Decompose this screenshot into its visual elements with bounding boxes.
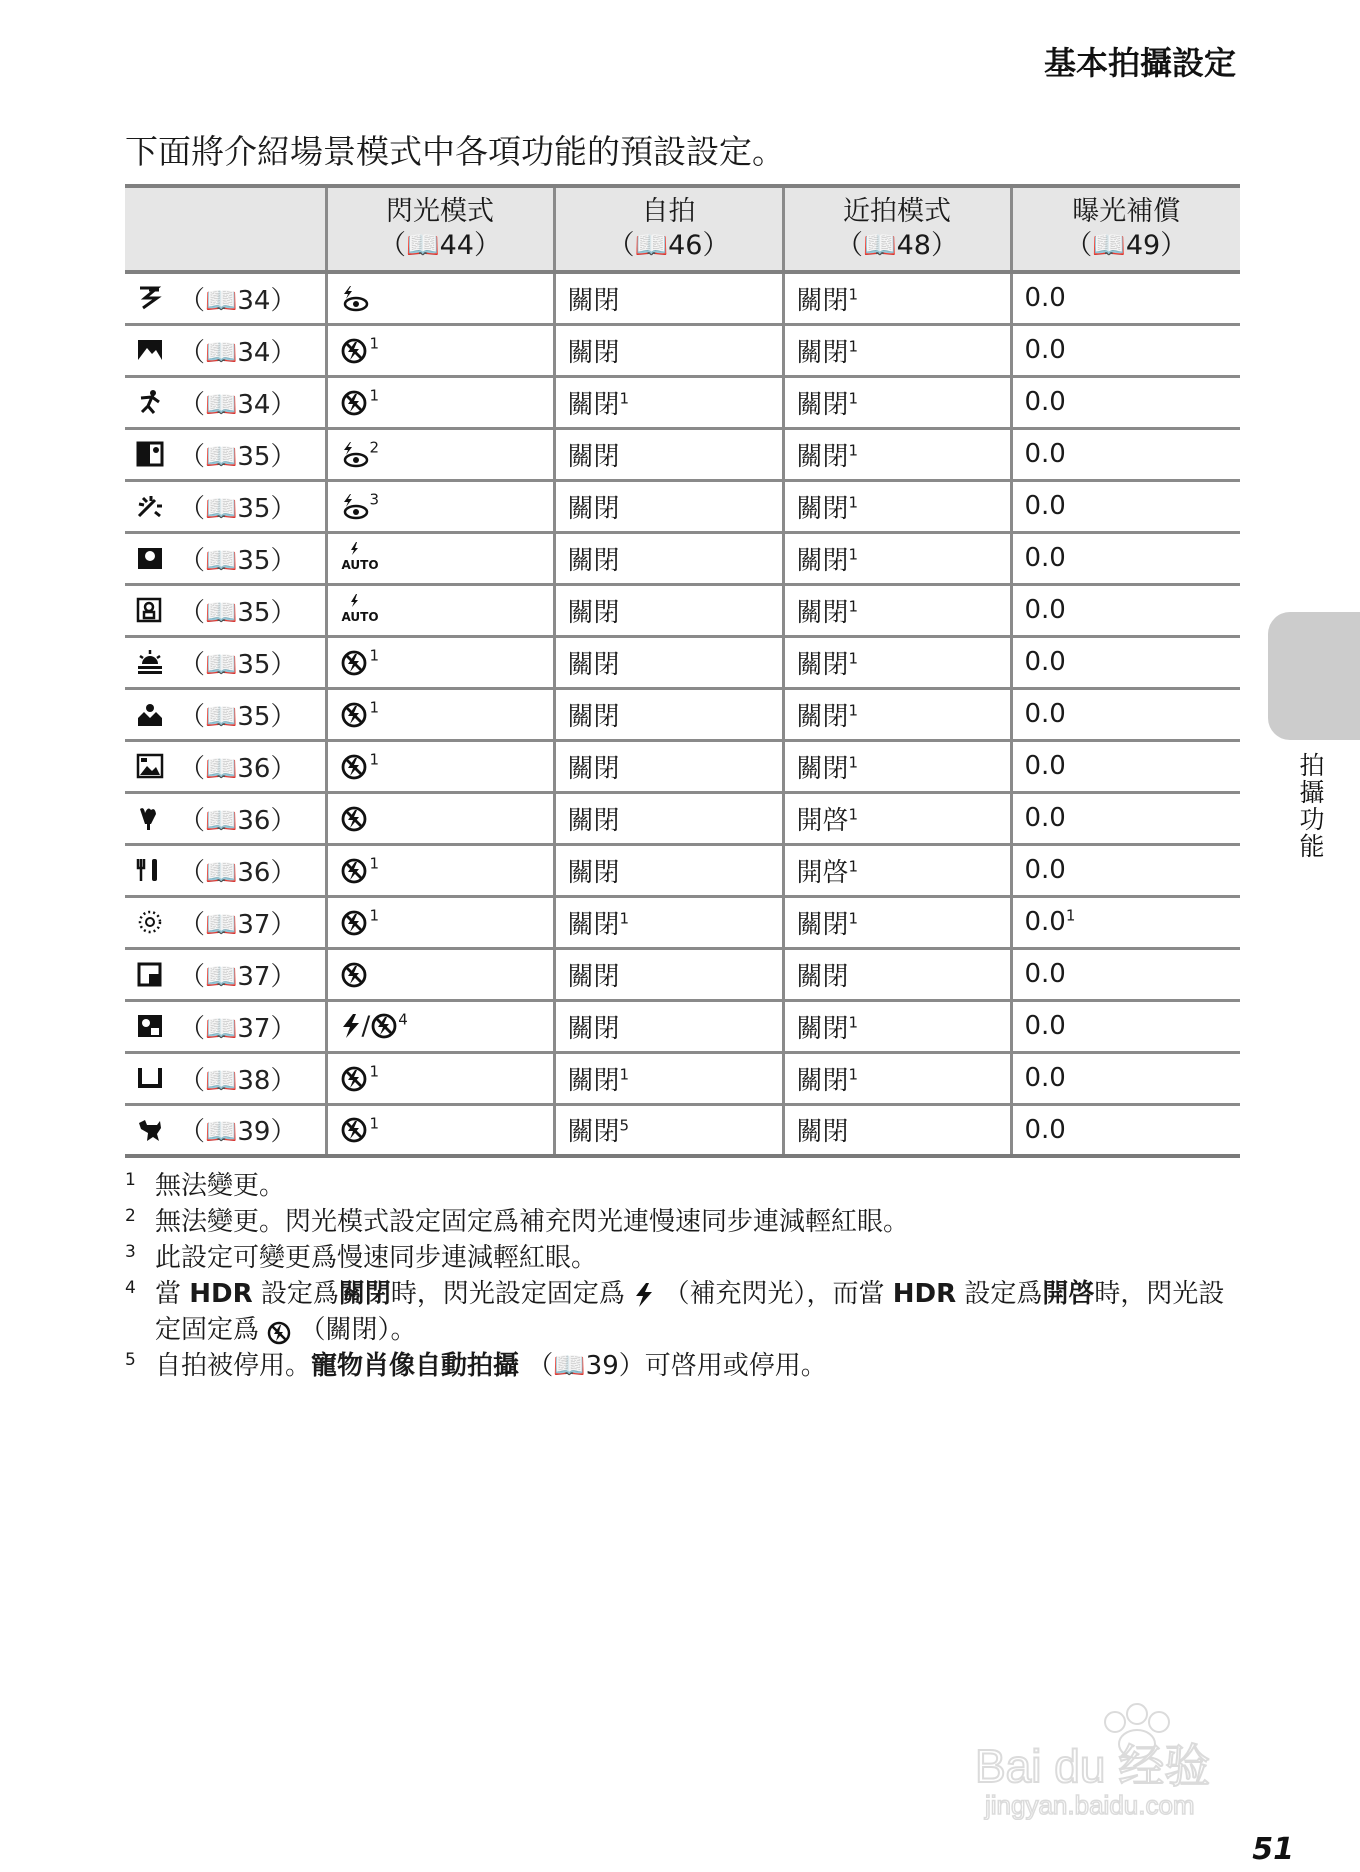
beach-scene-icon bbox=[135, 544, 165, 572]
night-portrait-scene-icon bbox=[135, 440, 165, 468]
macro-mode-cell: 關閉$^1$ bbox=[783, 1000, 1011, 1052]
self-timer-cell: 關閉 bbox=[554, 532, 783, 584]
macro-mode-cell: 關閉$^1$ bbox=[783, 428, 1011, 480]
footnote-ref: 1 bbox=[848, 388, 859, 407]
footnote-ref: 1 bbox=[848, 596, 859, 615]
intro-text: 下面將介紹場景模式中各項功能的預設設定。 bbox=[125, 132, 785, 171]
panorama-scene-icon bbox=[135, 1064, 165, 1092]
footnote-ref: 1 bbox=[619, 1064, 630, 1083]
self-timer-cell: 關閉 bbox=[554, 1000, 783, 1052]
scene-cell bbox=[125, 844, 326, 896]
red-eye-flash-icon bbox=[340, 441, 370, 469]
header-self-timer: 自拍 （📖46） bbox=[554, 186, 783, 272]
self-timer-cell: 關閉$^1$ bbox=[554, 1052, 783, 1104]
exposure-comp-cell: 0.0 bbox=[1011, 480, 1240, 532]
scene-page-ref: （📖34） bbox=[179, 389, 297, 420]
snow-scene-icon bbox=[135, 596, 165, 624]
header-flash-mode: 閃光模式 （📖44） bbox=[326, 186, 554, 272]
self-timer-cell: 關閉 bbox=[554, 272, 783, 324]
flash-mode-cell bbox=[326, 896, 554, 948]
page-number: 51 bbox=[1252, 1832, 1294, 1867]
footnote-ref: 1 bbox=[369, 646, 380, 665]
footnote-ref: 1 bbox=[848, 544, 859, 563]
black-white-copy-scene-icon bbox=[135, 960, 165, 988]
exposure-comp-cell: 0.0 bbox=[1011, 272, 1240, 324]
table-row bbox=[125, 792, 1240, 844]
exposure-comp-cell: 0.0 bbox=[1011, 844, 1240, 896]
footnote-ref: 1 bbox=[848, 648, 859, 667]
close-up-scene-icon bbox=[135, 804, 165, 832]
header-exposure-comp: 曝光補償 （📖49） bbox=[1011, 186, 1240, 272]
flash-off-icon bbox=[340, 805, 370, 833]
scene-cell bbox=[125, 272, 326, 324]
scene-page-ref: （📖36） bbox=[179, 857, 297, 888]
table-row bbox=[125, 844, 1240, 896]
macro-mode-cell: 關閉$^1$ bbox=[783, 324, 1011, 376]
scene-cell bbox=[125, 896, 326, 948]
flash-off-icon bbox=[370, 1012, 398, 1040]
footnote-ref: 1 bbox=[619, 908, 630, 927]
flash-mode-cell bbox=[326, 1000, 554, 1052]
self-timer-cell: 關閉 bbox=[554, 636, 783, 688]
footnote-ref: 1 bbox=[848, 1064, 859, 1083]
scene-defaults-table bbox=[125, 184, 1240, 1158]
footnote-ref: 1 bbox=[369, 698, 380, 717]
macro-mode-cell: 關閉$^1$ bbox=[783, 376, 1011, 428]
footnote-ref: 1 bbox=[848, 1012, 859, 1031]
scene-page-ref: （📖35） bbox=[179, 649, 297, 680]
flash-mode-cell bbox=[326, 272, 554, 324]
flash-mode-cell bbox=[326, 584, 554, 636]
scene-page-ref: （📖37） bbox=[179, 909, 297, 940]
scene-cell bbox=[125, 948, 326, 1000]
scene-cell bbox=[125, 636, 326, 688]
self-timer-cell: 關閉 bbox=[554, 324, 783, 376]
footnote-ref: 1 bbox=[848, 336, 859, 355]
self-timer-cell: 關閉$^1$ bbox=[554, 376, 783, 428]
exposure-comp-cell: 0.0 bbox=[1011, 1052, 1240, 1104]
party-scene-icon bbox=[135, 492, 165, 520]
scene-cell bbox=[125, 1104, 326, 1156]
flash-off-icon bbox=[340, 701, 370, 729]
fill-flash-icon bbox=[340, 1013, 362, 1039]
footnote-ref: 4 bbox=[398, 1010, 408, 1029]
scene-page-ref: （📖37） bbox=[179, 961, 297, 992]
scene-page-ref: （📖38） bbox=[179, 1065, 297, 1096]
header-macro-mode: 近拍模式 （📖48） bbox=[783, 186, 1011, 272]
sports-scene-icon bbox=[135, 388, 165, 416]
baidu-watermark bbox=[965, 1700, 1285, 1820]
scene-page-ref: （📖35） bbox=[179, 597, 297, 628]
table-row bbox=[125, 636, 1240, 688]
exposure-comp-cell: 0.0 bbox=[1011, 792, 1240, 844]
flash-off-icon bbox=[340, 961, 370, 989]
flash-mode-cell bbox=[326, 948, 554, 1000]
table-row bbox=[125, 948, 1240, 1000]
side-tab-label: 拍攝功能 bbox=[1296, 752, 1325, 860]
scene-page-ref: （📖39） bbox=[179, 1117, 297, 1148]
table-row bbox=[125, 1104, 1240, 1156]
footnote-ref: 1 bbox=[848, 440, 859, 459]
sunset-scene-icon bbox=[135, 648, 165, 676]
scene-cell bbox=[125, 480, 326, 532]
exposure-comp-cell: 0.0 bbox=[1011, 1000, 1240, 1052]
flash-off-icon bbox=[267, 1319, 291, 1343]
exposure-comp-cell: 0.0 bbox=[1011, 948, 1240, 1000]
fireworks-scene-icon bbox=[135, 908, 165, 936]
watermark-line2: jingyan.baidu.com bbox=[985, 1790, 1195, 1820]
self-timer-cell: 關閉 bbox=[554, 740, 783, 792]
flash-mode-cell bbox=[326, 1104, 554, 1156]
scene-cell bbox=[125, 324, 326, 376]
macro-mode-cell: 開啓$^1$ bbox=[783, 792, 1011, 844]
macro-mode-cell: 關閉$^1$ bbox=[783, 532, 1011, 584]
scene-cell bbox=[125, 428, 326, 480]
scene-page-ref: （📖37） bbox=[179, 1013, 297, 1044]
footnotes bbox=[125, 1168, 1225, 1384]
flash-off-icon bbox=[340, 1116, 370, 1144]
dusk-dawn-scene-icon bbox=[135, 700, 165, 728]
footnote-ref: 1 bbox=[369, 906, 380, 925]
scene-cell bbox=[125, 740, 326, 792]
scene-cell bbox=[125, 532, 326, 584]
footnote-ref: 3 bbox=[369, 490, 380, 509]
scene-cell bbox=[125, 376, 326, 428]
flash-mode-cell bbox=[326, 428, 554, 480]
footnote-ref: 1 bbox=[369, 386, 380, 405]
scene-page-ref: （📖35） bbox=[179, 441, 297, 472]
table-row bbox=[125, 532, 1240, 584]
exposure-comp-cell: 0.0 bbox=[1011, 636, 1240, 688]
footnote-2: 2 無法變更。閃光模式設定固定爲補充閃光連慢速同步連減輕紅眼。 bbox=[125, 1206, 910, 1237]
macro-mode-cell: 關閉$^1$ bbox=[783, 896, 1011, 948]
portrait-scene-icon bbox=[135, 284, 165, 312]
flash-mode-cell bbox=[326, 636, 554, 688]
flash-off-icon bbox=[340, 649, 370, 677]
auto-flash-label: AUTO bbox=[341, 610, 379, 624]
macro-mode-cell: 關閉 bbox=[783, 948, 1011, 1000]
flash-off-icon bbox=[340, 389, 370, 417]
footnote-ref: 1 bbox=[369, 1114, 380, 1133]
self-timer-cell: 關閉$^1$ bbox=[554, 896, 783, 948]
scene-page-ref: （📖34） bbox=[179, 285, 297, 316]
macro-mode-cell: 關閉$^1$ bbox=[783, 688, 1011, 740]
flash-mode-cell bbox=[326, 740, 554, 792]
footnote-ref: 1 bbox=[369, 1062, 380, 1081]
scene-cell bbox=[125, 584, 326, 636]
flash-off-icon bbox=[340, 337, 370, 365]
scene-page-ref: （📖36） bbox=[179, 805, 297, 836]
flash-off-icon bbox=[340, 753, 370, 781]
table-row bbox=[125, 272, 1240, 324]
table-row bbox=[125, 480, 1240, 532]
self-timer-cell: 關閉 bbox=[554, 688, 783, 740]
footnote-ref: 1 bbox=[848, 856, 859, 875]
exposure-comp-cell: 0.0 bbox=[1011, 428, 1240, 480]
footnote-ref: 1 bbox=[369, 854, 380, 873]
exposure-comp-cell: 0.0 bbox=[1011, 740, 1240, 792]
table-row bbox=[125, 1000, 1240, 1052]
footnote-ref: 1 bbox=[1065, 906, 1076, 925]
table-row bbox=[125, 1052, 1240, 1104]
footnote-ref: 2 bbox=[369, 438, 380, 457]
table-row bbox=[125, 428, 1240, 480]
footnote-3: 3 此設定可變更爲慢速同步連減輕紅眼。 bbox=[125, 1242, 598, 1273]
self-timer-cell: 關閉 bbox=[554, 792, 783, 844]
table-row bbox=[125, 896, 1240, 948]
page-header-title: 基本拍攝設定 bbox=[1043, 44, 1236, 82]
watermark-line1: Bai du 经验 bbox=[975, 1740, 1211, 1792]
flash-off-icon bbox=[340, 909, 370, 937]
pet-portrait-scene-icon bbox=[135, 1116, 165, 1144]
flash-mode-cell bbox=[326, 792, 554, 844]
exposure-comp-cell: 0.0 bbox=[1011, 376, 1240, 428]
self-timer-cell: 關閉 bbox=[554, 480, 783, 532]
footnote-ref: 1 bbox=[848, 285, 859, 304]
landscape-scene-icon bbox=[135, 336, 165, 364]
flash-mode-cell bbox=[326, 844, 554, 896]
macro-mode-cell: 關閉$^1$ bbox=[783, 636, 1011, 688]
scene-page-ref: （📖35） bbox=[179, 701, 297, 732]
exposure-comp-cell: 0.0 bbox=[1011, 1104, 1240, 1156]
night-landscape-scene-icon bbox=[135, 752, 165, 780]
macro-mode-cell: 關閉$^1$ bbox=[783, 584, 1011, 636]
footnote-ref: 1 bbox=[848, 700, 859, 719]
self-timer-cell: 關閉 bbox=[554, 428, 783, 480]
flash-mode-cell bbox=[326, 324, 554, 376]
auto-flash-icon bbox=[340, 541, 379, 575]
macro-mode-cell: 關閉$^1$ bbox=[783, 480, 1011, 532]
exposure-comp-cell: $0.0^1$ bbox=[1011, 896, 1240, 948]
exposure-comp-cell: 0.0 bbox=[1011, 688, 1240, 740]
footnote-ref: 1 bbox=[369, 334, 380, 353]
scene-page-ref: （📖36） bbox=[179, 753, 297, 784]
header-scene bbox=[125, 186, 326, 272]
exposure-comp-cell: 0.0 bbox=[1011, 324, 1240, 376]
footnote-ref: 1 bbox=[848, 804, 859, 823]
scene-cell bbox=[125, 688, 326, 740]
flash-mode-cell bbox=[326, 532, 554, 584]
scene-cell bbox=[125, 792, 326, 844]
scene-page-ref: （📖35） bbox=[179, 545, 297, 576]
footnote-ref: 1 bbox=[369, 750, 380, 769]
table-row bbox=[125, 324, 1240, 376]
macro-mode-cell: 關閉$^1$ bbox=[783, 740, 1011, 792]
footnote-4: 4 當 HDR 設定爲關閉時，閃光設定固定爲 （補充閃光），而當 HDR 設定爲開啓時，閃光設定固定爲 （關閉）。 bbox=[125, 1278, 1225, 1345]
flash-off-icon bbox=[340, 1065, 370, 1093]
flash-mode-cell bbox=[326, 480, 554, 532]
exposure-comp-cell: 0.0 bbox=[1011, 532, 1240, 584]
macro-mode-cell: 關閉$^1$ bbox=[783, 272, 1011, 324]
scene-cell bbox=[125, 1052, 326, 1104]
backlighting-scene-icon bbox=[135, 1012, 165, 1040]
table-row bbox=[125, 584, 1240, 636]
footnote-ref: 5 bbox=[619, 1116, 630, 1135]
auto-flash-icon bbox=[340, 593, 379, 627]
footnote-5: 5 自拍被停用。寵物肖像自動拍攝 （📖39）可啓用或停用。 bbox=[125, 1350, 827, 1381]
scene-cell bbox=[125, 1000, 326, 1052]
flash-mode-cell bbox=[326, 688, 554, 740]
table-row bbox=[125, 688, 1240, 740]
table-header-row bbox=[125, 186, 1240, 272]
self-timer-cell: 關閉 bbox=[554, 584, 783, 636]
flash-off-icon bbox=[340, 857, 370, 885]
footnote-1: 1 無法變更。 bbox=[125, 1170, 286, 1201]
footnote-ref: 1 bbox=[848, 908, 859, 927]
exposure-comp-cell: 0.0 bbox=[1011, 584, 1240, 636]
red-eye-flash-icon bbox=[340, 493, 370, 521]
food-scene-icon bbox=[135, 856, 165, 884]
auto-flash-label: AUTO bbox=[341, 558, 379, 572]
self-timer-cell: 關閉$^5$ bbox=[554, 1104, 783, 1156]
table-row bbox=[125, 376, 1240, 428]
footnote-ref: 1 bbox=[848, 752, 859, 771]
scene-page-ref: （📖34） bbox=[179, 337, 297, 368]
fill-flash-icon bbox=[633, 1282, 655, 1308]
red-eye-flash-icon bbox=[340, 285, 370, 313]
table-row bbox=[125, 740, 1240, 792]
self-timer-cell: 關閉 bbox=[554, 948, 783, 1000]
flash-mode-cell bbox=[326, 376, 554, 428]
footnote-ref: 1 bbox=[619, 388, 630, 407]
macro-mode-cell: 關閉 bbox=[783, 1104, 1011, 1156]
footnote-ref: 1 bbox=[848, 492, 859, 511]
flash-separator: / bbox=[361, 1011, 371, 1042]
scene-page-ref: （📖35） bbox=[179, 493, 297, 524]
self-timer-cell: 關閉 bbox=[554, 844, 783, 896]
macro-mode-cell: 關閉$^1$ bbox=[783, 1052, 1011, 1104]
side-tab bbox=[1268, 612, 1360, 740]
flash-mode-cell bbox=[326, 1052, 554, 1104]
macro-mode-cell: 開啓$^1$ bbox=[783, 844, 1011, 896]
